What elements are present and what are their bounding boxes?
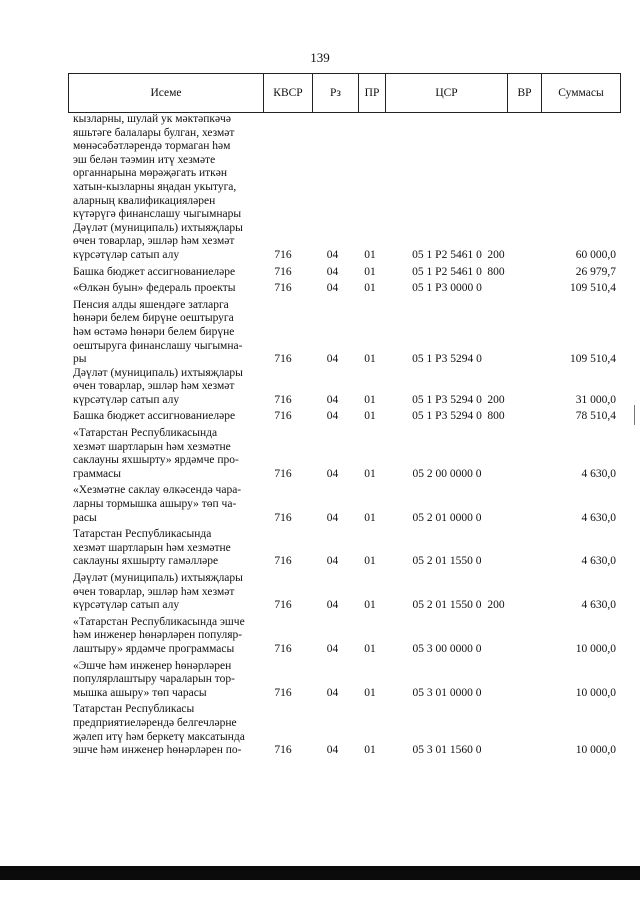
row-rz: 04 (326, 467, 339, 480)
row-rz: 04 (326, 555, 339, 568)
row-pr: 01 (364, 410, 376, 423)
row-rz: 04 (326, 393, 339, 406)
header-csr: ЦСР (386, 74, 508, 113)
row-name-line: эш белән тәэмин итү хезмәте (73, 153, 216, 166)
row-name-line: күрсәтүләр сатып алу (73, 599, 180, 612)
row-rz: 04 (326, 410, 339, 423)
row-name-line: «Хезмәтне саклау өлкәсендә чара- (73, 484, 242, 497)
row-csr: 05 3 01 0000 0 (412, 686, 482, 699)
row-name-line: лаштыру» ярдәмче программасы (73, 642, 235, 655)
scan-mark (634, 405, 635, 425)
row-csr: 05 2 01 1550 0 (412, 555, 482, 568)
row-name (68, 410, 264, 424)
row-name-line: «Татарстан Республикасында эшче (73, 615, 245, 628)
row-rz: 04 (326, 265, 339, 278)
row-sum: 109 510,4 (570, 282, 616, 295)
row-name-line: һәм инженер һөнәрләрен популяр- (73, 629, 243, 642)
table-row (68, 282, 628, 296)
row-name-line: өчен товарлар, эшләр һәм хезмәт (73, 585, 235, 598)
row-pr: 01 (364, 353, 376, 366)
row-name-line: «Эшче һәм инженер һөнәрләрен (73, 659, 232, 672)
row-name-line: оештыруга финанслашу чыгымна- (73, 339, 243, 352)
row-rz: 04 (326, 248, 339, 261)
row-pr: 01 (364, 265, 376, 278)
row-name-line: Дәүләт (муниципаль) ихтыяҗлары (73, 366, 243, 379)
row-name (68, 528, 264, 569)
row-kvsr: 716 (274, 282, 292, 295)
table-row (68, 367, 628, 408)
row-sum: 60 000,0 (575, 248, 616, 261)
row-name-line: органнарына мөрәҗәгать иткән (73, 167, 227, 180)
row-kvsr: 716 (274, 599, 292, 612)
row-name (68, 222, 264, 263)
table-row (68, 616, 628, 657)
row-pr: 01 (364, 599, 376, 612)
row-csr: 05 1 Р3 5294 0 (412, 410, 482, 423)
row-name-line: ларны тормышка ашыру» төп ча- (73, 498, 237, 511)
table-row (68, 299, 628, 367)
row-name-line: яшьтәге балалары булган, хезмәт (73, 126, 235, 139)
row-pr: 01 (364, 686, 376, 699)
row-kvsr: 716 (274, 511, 292, 524)
row-kvsr: 716 (274, 686, 292, 699)
header-name: Исеме (69, 74, 264, 113)
table-row (68, 660, 628, 701)
row-name-line: эшче һәм инженер һөнәрләрен по- (73, 744, 242, 757)
row-name (68, 299, 264, 367)
row-name (68, 282, 264, 296)
row-rz: 04 (326, 353, 339, 366)
row-vr: 800 (487, 410, 505, 423)
row-rz: 04 (326, 744, 339, 757)
table-row (68, 572, 628, 613)
row-name-line: ры (73, 353, 87, 366)
row-sum: 4 630,0 (581, 555, 616, 568)
scan-bottom-bar (0, 866, 640, 880)
row-pr: 01 (364, 282, 376, 295)
row-name (68, 484, 264, 525)
row-sum: 109 510,4 (570, 353, 616, 366)
row-name-line: күрсәтүләр сатып алу (73, 393, 180, 406)
row-rz: 04 (326, 511, 339, 524)
row-csr: 05 2 01 0000 0 (412, 511, 482, 524)
row-name-line: Татарстан Республикасында (73, 528, 212, 541)
row-name (68, 616, 264, 657)
row-name-line: граммасы (73, 467, 121, 480)
row-pr: 01 (364, 511, 376, 524)
row-sum: 26 979,7 (575, 265, 616, 278)
row-sum: 10 000,0 (575, 686, 616, 699)
row-name (68, 703, 264, 757)
row-name-line: популярлаштыру чараларын тор- (73, 673, 235, 686)
row-name (68, 572, 264, 613)
row-csr: 05 2 00 0000 0 (412, 467, 482, 480)
row-name-line: күрсәтүләр сатып алу (73, 248, 180, 261)
row-name-line: хезмәт шартларын һәм хезмәтне (73, 541, 231, 554)
row-vr: 800 (487, 265, 505, 278)
header-sum: Суммасы (542, 74, 621, 113)
table-row (68, 484, 628, 525)
page-number: 139 (310, 50, 330, 65)
header-vr: ВР (508, 74, 542, 113)
row-name (68, 660, 264, 701)
row-pr: 01 (364, 248, 376, 261)
row-name (68, 367, 264, 408)
row-rz: 04 (326, 282, 339, 295)
row-kvsr: 716 (274, 555, 292, 568)
row-sum: 4 630,0 (581, 467, 616, 480)
table-row (68, 427, 628, 481)
row-pr: 01 (364, 642, 376, 655)
header-pr: ПР (359, 74, 386, 113)
row-kvsr: 716 (274, 744, 292, 757)
row-sum: 4 630,0 (581, 511, 616, 524)
row-csr: 05 1 Р3 0000 0 (412, 282, 482, 295)
row-kvsr: 716 (274, 410, 292, 423)
row-vr: 200 (487, 599, 505, 612)
table-row (68, 703, 628, 757)
row-name-line: «Өлкән буын» федераль проекты (73, 282, 236, 295)
row-name-line: расы (73, 511, 97, 524)
row-name-line: аларның квалификацияләрен (73, 194, 216, 207)
row-name-line: саклауны яхшырту» ярдәмче про- (73, 454, 239, 467)
row-csr: 05 1 Р3 5294 0 (412, 393, 482, 406)
header-kvsr: КВСР (264, 74, 313, 113)
table-row (68, 266, 628, 280)
row-name-line: Башка бюджет ассигнованиеләре (73, 265, 236, 278)
row-name-line: һөнәри белем бирүне оештыруга (73, 312, 234, 325)
row-csr: 05 3 01 1560 0 (412, 744, 482, 757)
row-name-line: мышка ашыру» төп чарасы (73, 686, 207, 699)
header-rz: Рз (313, 74, 359, 113)
budget-rows (68, 113, 628, 758)
row-name-line: җәлеп итү һәм беркетү максатында (73, 730, 245, 743)
row-csr: 05 2 01 1550 0 (412, 599, 482, 612)
row-name-line: «Татарстан Республикасында (73, 427, 218, 440)
row-kvsr: 716 (274, 393, 292, 406)
row-rz: 04 (326, 599, 339, 612)
row-kvsr: 716 (274, 467, 292, 480)
row-pr: 01 (364, 555, 376, 568)
row-name-line: Дәүләт (муниципаль) ихтыяҗлары (73, 572, 243, 584)
row-kvsr: 716 (274, 248, 292, 261)
row-sum: 10 000,0 (575, 744, 616, 757)
table-row (68, 410, 628, 424)
row-name-line: Башка бюджет ассигнованиеләре (73, 410, 236, 423)
row-kvsr: 716 (274, 642, 292, 655)
row-pr: 01 (364, 393, 376, 406)
row-name-line: кызларны, шулай ук мәктәпкәчә (73, 113, 231, 125)
row-name-line: хезмәт шартларын һәм хезмәтне (73, 440, 231, 453)
row-name-line: предприятиеләрендә белгечләрне (73, 716, 237, 729)
row-name-line: өчен товарлар, эшләр һәм хезмәт (73, 235, 235, 248)
row-csr: 05 3 00 0000 0 (412, 642, 482, 655)
row-rz: 04 (326, 642, 339, 655)
row-name-line: мөнәсәбәтләрендә тормаган һәм (73, 140, 231, 153)
row-pr: 01 (364, 744, 376, 757)
row-kvsr: 716 (274, 353, 292, 366)
table-row (68, 113, 628, 222)
table-header (68, 73, 621, 113)
row-name (68, 427, 264, 481)
row-vr: 200 (487, 248, 505, 261)
row-csr: 05 1 Р2 5461 0 (412, 265, 482, 278)
row-name-line: хатын-кызларны яңадан укытуга, (73, 180, 237, 193)
row-name-line: саклауны яхшырту гамәлләре (73, 555, 219, 568)
row-name (68, 266, 264, 280)
row-sum: 4 630,0 (581, 599, 616, 612)
table-row (68, 222, 628, 263)
table-row (68, 528, 628, 569)
row-name-line: Дәүләт (муниципаль) ихтыяҗлары (73, 221, 243, 234)
row-pr: 01 (364, 467, 376, 480)
row-sum: 10 000,0 (575, 642, 616, 655)
row-name-line: күтәрүгә финанслашу чыгымнары (73, 208, 242, 221)
row-sum: 78 510,4 (575, 410, 616, 423)
row-name-line: өчен товарлар, эшләр һәм хезмәт (73, 380, 235, 393)
row-name-line: Пенсия алды яшендәге затларга (73, 298, 229, 311)
row-csr: 05 1 Р3 5294 0 (412, 353, 482, 366)
row-kvsr: 716 (274, 265, 292, 278)
row-vr: 200 (487, 393, 505, 406)
row-name-line: һәм өстәмә һөнәри белем бирүне (73, 325, 235, 338)
row-csr: 05 1 Р2 5461 0 (412, 248, 482, 261)
row-sum: 31 000,0 (575, 393, 616, 406)
row-name-line: Татарстан Республикасы (73, 703, 195, 716)
row-rz: 04 (326, 686, 339, 699)
row-name (68, 113, 264, 222)
